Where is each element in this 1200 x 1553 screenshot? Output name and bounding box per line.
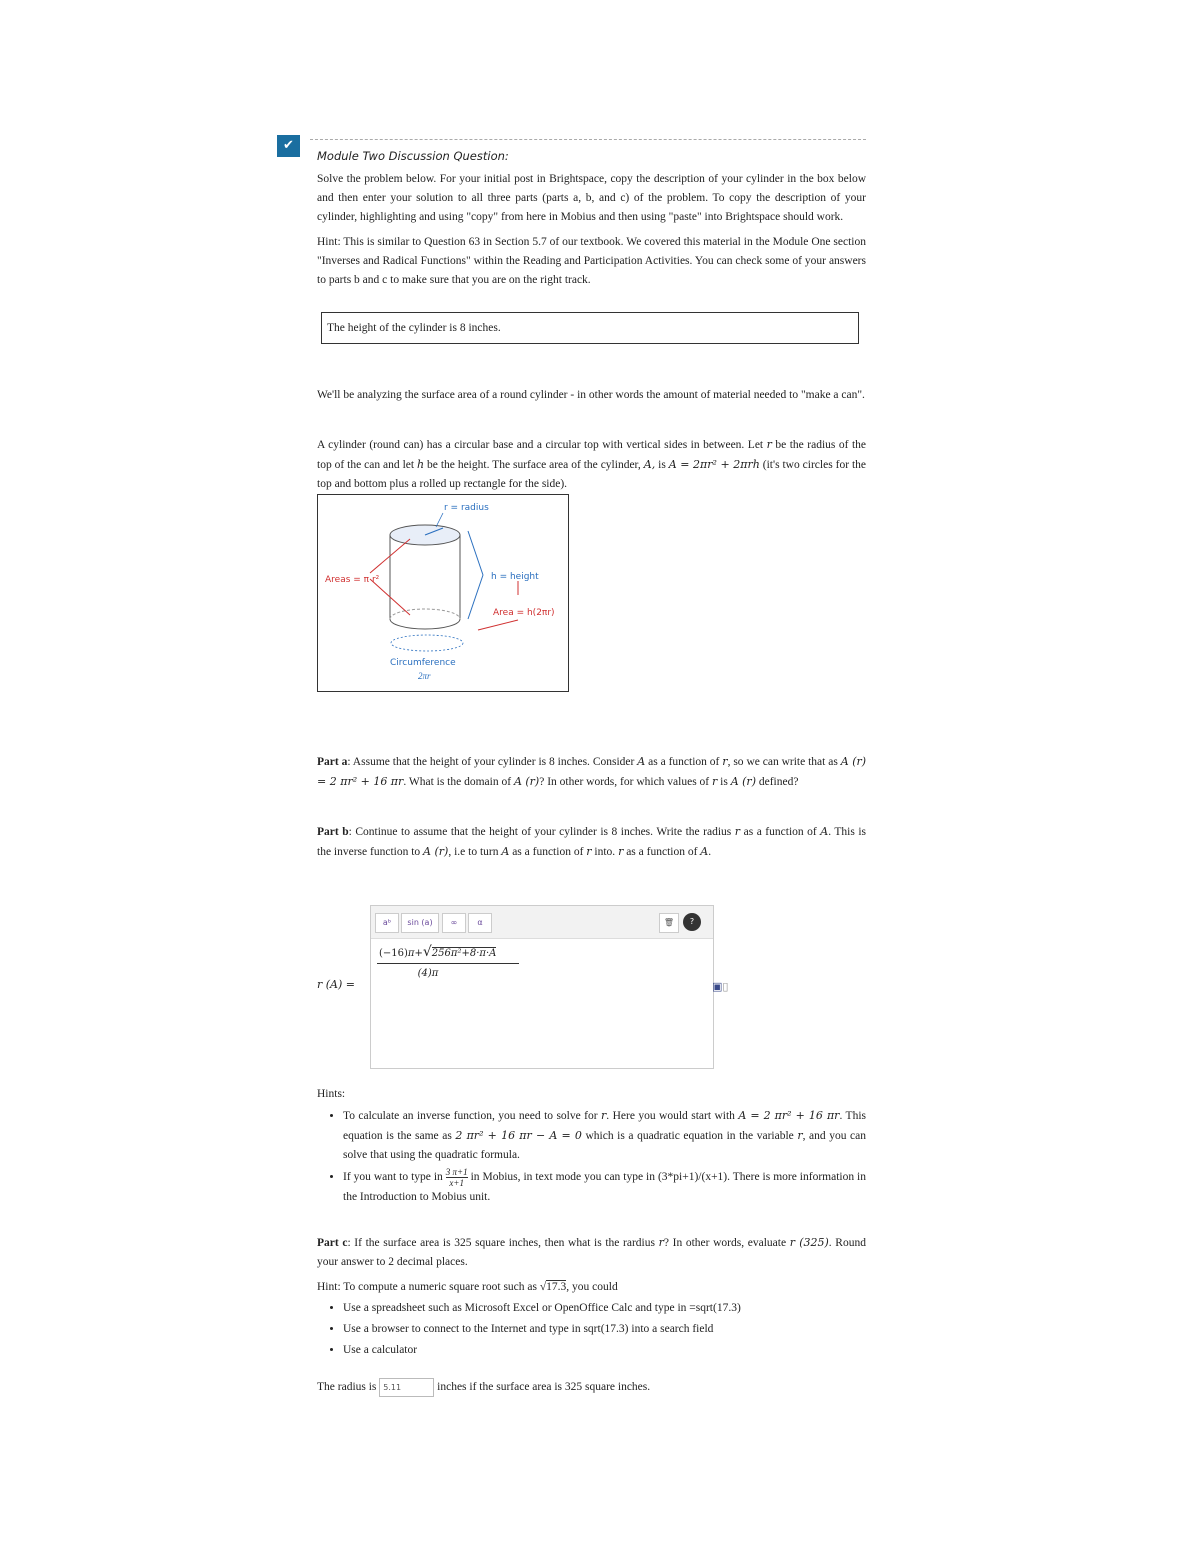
sin-button[interactable]: sin (a): [401, 913, 439, 933]
circumference-label: Circumference: [390, 658, 456, 668]
circumference-value: 2πr: [418, 671, 431, 681]
denominator: (4)π: [417, 968, 439, 979]
option-item: • Use a browser to connect to the Internet and type in sqrt(17.3) into a search field: [343, 1320, 866, 1339]
hint-paragraph: Hint: This is similar to Question 63 in Section 5.7 of our textbook. We covered this material in the Module One section "Inverses and Radical Functions" within the Reading and Participation Activities. You can check some of your answers to parts b and c to make sure that you are on the right track.: [317, 236, 866, 286]
module-title: Module Two Discussion Question:: [317, 149, 509, 163]
hints-and-part-c: [317, 1085, 866, 1403]
power-button[interactable]: aᵇ: [375, 913, 399, 933]
height-label: h = height: [491, 572, 539, 582]
document-icons[interactable]: ▣▯: [712, 981, 729, 993]
editor-toolbar: [371, 906, 713, 939]
cylinder-figure: [317, 494, 569, 692]
hints-title: Hints:: [317, 1088, 346, 1100]
areas-label: Areas = π r²: [325, 575, 380, 585]
intro-paragraph: Solve the problem below. For your initial post in Brightspace, copy the description of your cylinder in the box below and then enter your solution to all three parts (parts a, b, and c) of the problem. To copy the description of your cylinder, highlighting and using "copy" from here in Mobius and then using "paste" into Brightspace should work.: [317, 173, 866, 223]
analysis-intro: We'll be analyzing the surface area of a round cylinder - in other words the amount of material needed to "make a can".: [317, 389, 865, 401]
r-of-A-label: r (A) =: [317, 978, 355, 991]
greek-button[interactable]: α: [468, 913, 492, 933]
side-area-label: Area = h(2πr): [493, 608, 555, 618]
option-item: • Use a calculator: [343, 1341, 866, 1360]
sqrt-options: [317, 1299, 866, 1360]
trash-icon[interactable]: 🗑: [659, 913, 679, 933]
infinity-button[interactable]: ∞: [442, 913, 466, 933]
cylinder-paragraph: A cylinder (round can) has a circular base and a circular top with vertical sides in between. Let r be the radius of the top of the can and let h be the height. The surface area of the cylinder, A, is A = 2πr² + 2πrh (it's two circles for the top and bottom plus a rolled up rectangle for the side).: [317, 438, 867, 490]
area-formula: A = 2πr² + 2πrh: [668, 458, 760, 471]
math-editor[interactable]: [370, 905, 714, 1069]
part-a-paragraph: Part a: Assume that the height of your cylinder is 8 inches. Consider A as a function of r, so we can write that as A (r) = 2 πr² + 16 πr. What is the domain of A (r)? In other words, for which values of r is A (r) defined? Part b: Continue to assume that the height of your cylinder is 8 inches. Write the radius r as a function of A. This is the inverse function to A (r), i.e to turn A as a function of r into. r as a function of A.: [317, 752, 866, 868]
radius-input[interactable]: 5.11: [379, 1378, 434, 1397]
radius-answer: The radius is 5.11 inches if the surface area is 325 square inches.: [317, 1378, 866, 1397]
part-c-hint: Hint: To compute a numeric square root such as √17.3, you could: [317, 1281, 618, 1293]
question-content: [317, 145, 866, 692]
hint-item: • To calculate an inverse function, you need to solve for r. Here you would start with A = 2 πr² + 16 πr. This equation is the same as 2 πr² + 16 πr − A = 0 which is a quadratic equation in the variable r, and you can solve that using the quadratic formula.: [343, 1106, 866, 1165]
completed-check-icon: ✔: [277, 135, 300, 157]
option-item: • Use a spreadsheet such as Microsoft Excel or OpenOffice Calc and type in =sqrt(17.3): [343, 1299, 866, 1318]
hints-list: [317, 1106, 866, 1207]
part-b-paragraph: Part b: Continue to assume that the height of your cylinder is 8 inches. Write the radius r as a function of A. This is the inverse function to A (r), i.e to turn A as a function of r into. r as a function of A.: [317, 822, 866, 862]
cylinder-description-box[interactable]: The height of the cylinder is 8 inches.: [321, 312, 859, 344]
hint-item: • If you want to type in $\frac{3 \pi+1}{x+1}$ in Mobius, in text mode you can type in (3*pi+1)/(x+1). There is more information in the Introduction to Mobius unit.: [343, 1167, 866, 1207]
part-c-paragraph: Part c: If the surface area is 325 square inches, then what is the rardius r? In other words, evaluate r (325). Round your answer to 2 decimal places.: [317, 1236, 866, 1268]
answer-expression[interactable]: [377, 944, 519, 979]
divider: [310, 139, 866, 140]
radius-label: r = radius: [444, 503, 489, 513]
numerator: (−16)π+√256π²+8·π·A: [377, 944, 519, 964]
help-icon[interactable]: ?: [683, 913, 701, 931]
